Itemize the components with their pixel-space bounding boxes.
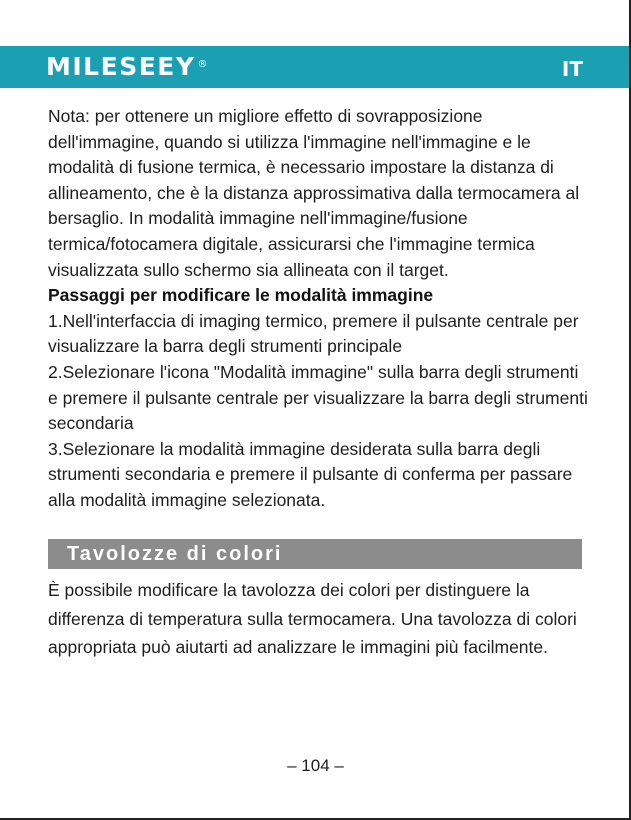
header-bar [0,46,631,88]
section-body [48,576,588,662]
section-header-bar [48,539,582,569]
section-paragraph: È possibile modificare la tavolozza dei colori per distinguere la differenza di temperatura sulla termocamera. Una tavolozza di colori appropriata può aiutarti ad analizzare le immagini più facilmente. [48,580,577,657]
main-content [48,104,588,514]
trademark-symbol: ® [197,59,209,70]
steps-heading: Passaggi per modificare le modalità immagine [48,285,434,306]
step-item-3: 3.Selezionare la modalità immagine desiderata sulla barra degli strumenti secondaria e premere il pulsante di conferma per passare alla modalità immagine selezionata. [48,438,573,510]
step-item-2: 2.Selezionare l'icona "Modalità immagine" sulla barra degli strumenti e premere il pulsante centrale per visualizzare la barra degli strumenti secondaria [48,361,588,434]
intro-note: Nota: per ottenere un migliore effetto di sovrapposizione dell'immagine, quando si utilizza l'immagine nell'immagine e le modalità di fusione termica, è necessario impostare la distanza di allineamento, che è la distanza approssimativa dalla termocamera al bersaglio. In modalità immagine nell'immagine/fusione termica/fotocamera digitale, assicurarsi che l'immagine termica visualizzata sullo schermo sia allineata con il target. [48,106,580,280]
page-number: – 104 – [287,756,344,775]
section-title: Tavolozze di colori [67,543,283,565]
language-code: IT [561,57,583,81]
brand-name: MILESEEY [46,52,196,81]
brand-logo [46,52,209,82]
step-item-1: 1.Nell'interfaccia di imaging termico, premere il pulsante centrale per visualizzare la barra degli strumenti principale [48,310,579,357]
